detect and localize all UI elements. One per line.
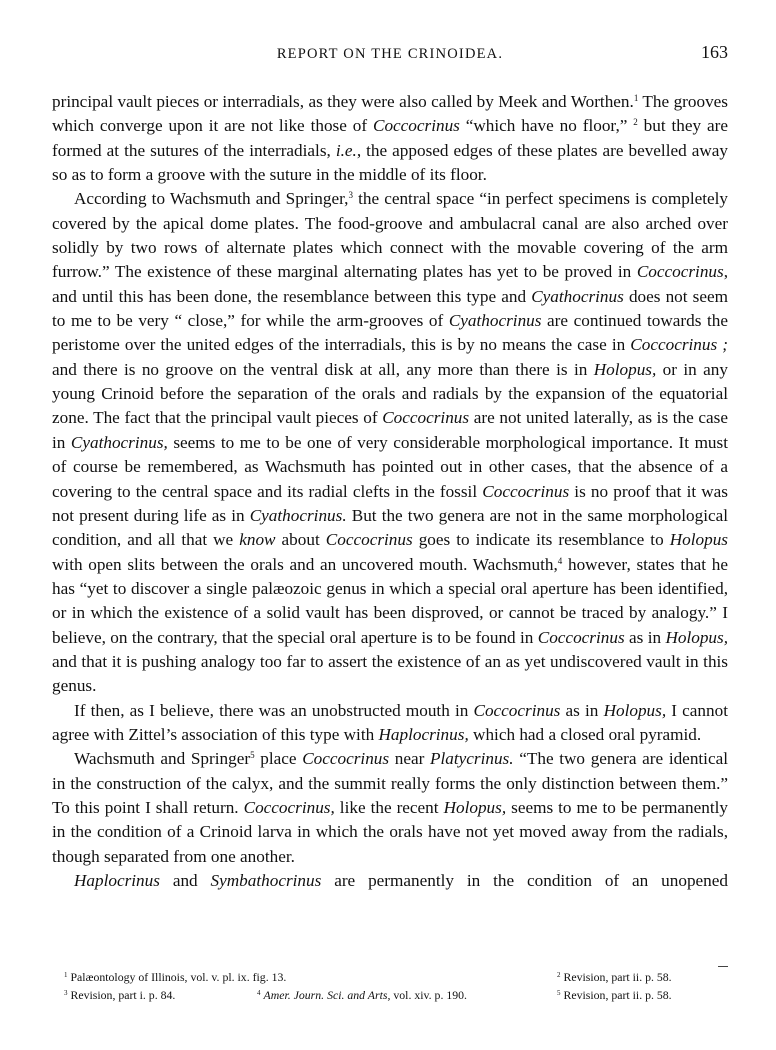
text-run: principal vault pieces or interradials, as they were also called by Meek and Worthen. [52, 92, 634, 111]
text-run: But the two genera are not in the same morphological condition, and all that we [52, 505, 728, 550]
italic-term: Platycrinus. [430, 749, 514, 769]
footnote-ref: 2 [633, 117, 638, 128]
footnote-3 [64, 984, 175, 1004]
text-run: with open slits between the orals and an uncovered mouth. Wachsmuth, [52, 554, 558, 574]
italic-term: Coccocrinus [302, 749, 390, 769]
footnote-ref: 5 [250, 750, 255, 761]
text-run: “The two genera are identical in the construction of the calyx, and the summit really forms the only distinction between them.” To this point I shall return. [52, 749, 728, 817]
text-run: the central space “in perfect specimens is completely covered by the apical dome plates. The food-groove and ambulacral canal are also arched over solidly by two rows of alternate plates which connect with the movable covering of the arm furrow.” The existence of these marginal alternating plates has yet to be proved in [52, 189, 729, 282]
text-run: seems to me to be one of very considerable morphological importance. It must of course be remembered, as Wachsmuth has pointed out in other cases, that the absence of a covering to the central space and its radial clefts in the fossil [52, 432, 728, 501]
italic-term: Cyathocrinus, [70, 432, 168, 452]
footnote-journal: Amer. Journ. Sci. and Arts, [263, 988, 391, 1002]
text-run: about [275, 530, 326, 550]
paragraph [52, 90, 728, 187]
italic-term: Symbathocrinus [210, 871, 322, 890]
italic-term: Coccocrinus, [243, 797, 335, 817]
italic-term: Holopus, [665, 627, 728, 647]
footnote-mark: 5 [557, 989, 561, 997]
text-run: which had a closed oral pyramid. [468, 724, 702, 744]
footnote-mark: 2 [557, 971, 561, 979]
text-run: or in any young Crinoid before the separation of the orals and radials by the expansion of the equatorial zone. The fact that the principal vault pieces of [52, 359, 728, 428]
italic-term: Holopus [669, 530, 728, 550]
italic-term: Haplocrinus, [378, 724, 469, 744]
text-run: The grooves which converge upon it are not like those of [52, 92, 728, 136]
text-run: as in [624, 627, 666, 647]
text-run: are not united laterally, as is the case in [52, 408, 728, 452]
text-run: place [254, 749, 303, 769]
text-run: Wachsmuth and Springer [74, 749, 251, 769]
text-run: , the apposed edges of these plates are bevelled away so as to form a groove with the suture in the middle of its floor. [52, 140, 728, 185]
italic-term: Holopus, [593, 359, 657, 379]
italic-term: Coccocrinus [473, 700, 561, 720]
text-run: and [159, 871, 211, 890]
italic-term: Coccocrinus [382, 408, 470, 428]
text-run: is no proof that it was not present during life as in [52, 481, 729, 525]
text-run: “which have no floor,” [459, 116, 634, 136]
running-head-title: REPORT ON THE CRINOIDEA. [276, 46, 504, 62]
footnote-text: Revision, part ii. p. 58. [563, 970, 672, 984]
paragraph [52, 187, 728, 698]
footnote-2 [557, 966, 672, 986]
italic-term: Coccocrinus [636, 262, 724, 282]
text-run: but they are formed at the sutures of the interradials, [52, 116, 728, 160]
text-run: If then, as I believe, there was an unobstructed mouth in [74, 700, 474, 720]
paragraph [52, 747, 728, 869]
italic-term: Cyathocrinus [448, 311, 542, 331]
footnote-row [52, 984, 728, 1002]
italic-term: i.e. [335, 140, 357, 160]
page-number: 163 [701, 42, 728, 62]
paragraph [52, 699, 728, 748]
italic-term: Haplocrinus [74, 871, 160, 890]
footnotes [52, 966, 728, 1002]
italic-term: Cyathocrinus. [249, 505, 347, 525]
text-run: According to Wachsmuth and Springer, [74, 189, 349, 209]
italic-term: Holopus, [603, 700, 667, 720]
italic-term: Cyathocrinus [531, 286, 624, 306]
text-run: and there is no groove on the ventral disk at all, any more than there is in [52, 359, 594, 379]
text-run: goes to indicate its resemblance to [412, 530, 670, 550]
text-run: seems to me to be permanently in the condition of a Crinoid larva in which the orals have not yet moved away from the radials, though separated from one another. [52, 797, 729, 866]
italic-term: Coccocrinus [372, 116, 460, 136]
footnote-1 [64, 966, 286, 986]
text-run: are continued towards the peristome over the united edges of the interradials, this is by no means the case in [52, 311, 728, 355]
footnote-4 [257, 984, 467, 1004]
footnote-row [52, 966, 728, 984]
page [52, 40, 728, 893]
italic-term: know [239, 530, 276, 550]
italic-term: Coccocrinus [325, 530, 413, 550]
footnote-mark: 3 [64, 989, 68, 997]
footnote-ref: 1 [633, 93, 639, 103]
footnote-mark: 1 [64, 971, 68, 979]
text-run: I cannot agree with Zittel’s association of this type with [52, 700, 728, 744]
footnote-ref: 4 [557, 555, 563, 566]
text-run: and that it is pushing analogy too far to assert the existence of an as yet undiscovered vault in this genus. [52, 651, 728, 696]
italic-term: Holopus, [443, 797, 507, 817]
footnote-text: Revision, part ii. p. 58. [563, 988, 672, 1002]
italic-term: Coccocrinus ; [630, 335, 728, 355]
footnote-ref: 3 [348, 190, 353, 201]
text-run: however, states that he has “yet to discover a single palæozoic genus in which a special oral aperture has been identified, or in which the existence of a solid vault has been disproved, or cannot be traced by analogy.” I believe, on the contrary, that the special oral aperture is to be found in [52, 554, 728, 647]
text-run: near [389, 749, 430, 769]
footnote-text: Revision, part i. p. 84. [70, 988, 176, 1002]
footnote-text: Palæontology of Illinois, vol. v. pl. ix. fig. 13. [70, 970, 287, 984]
body-text [52, 90, 728, 893]
italic-term: Coccocrinus [482, 481, 570, 501]
text-run: as in [560, 700, 604, 720]
text-run: does not seem to me to be very “ close,” for while the arm-grooves of [52, 286, 728, 331]
footnote-text: vol. xiv. p. 190. [390, 988, 467, 1002]
footnote-5 [557, 984, 672, 1004]
paragraph [52, 869, 728, 893]
text-run: like the recent [334, 797, 444, 817]
running-head [52, 40, 728, 68]
italic-term: Coccocrinus [537, 627, 625, 647]
text-run: are permanently in the condition of an unopened [321, 871, 728, 890]
text-run: , and until this has been done, the resemblance between this type and [52, 262, 728, 306]
footnote-mark: 4 [257, 989, 261, 997]
